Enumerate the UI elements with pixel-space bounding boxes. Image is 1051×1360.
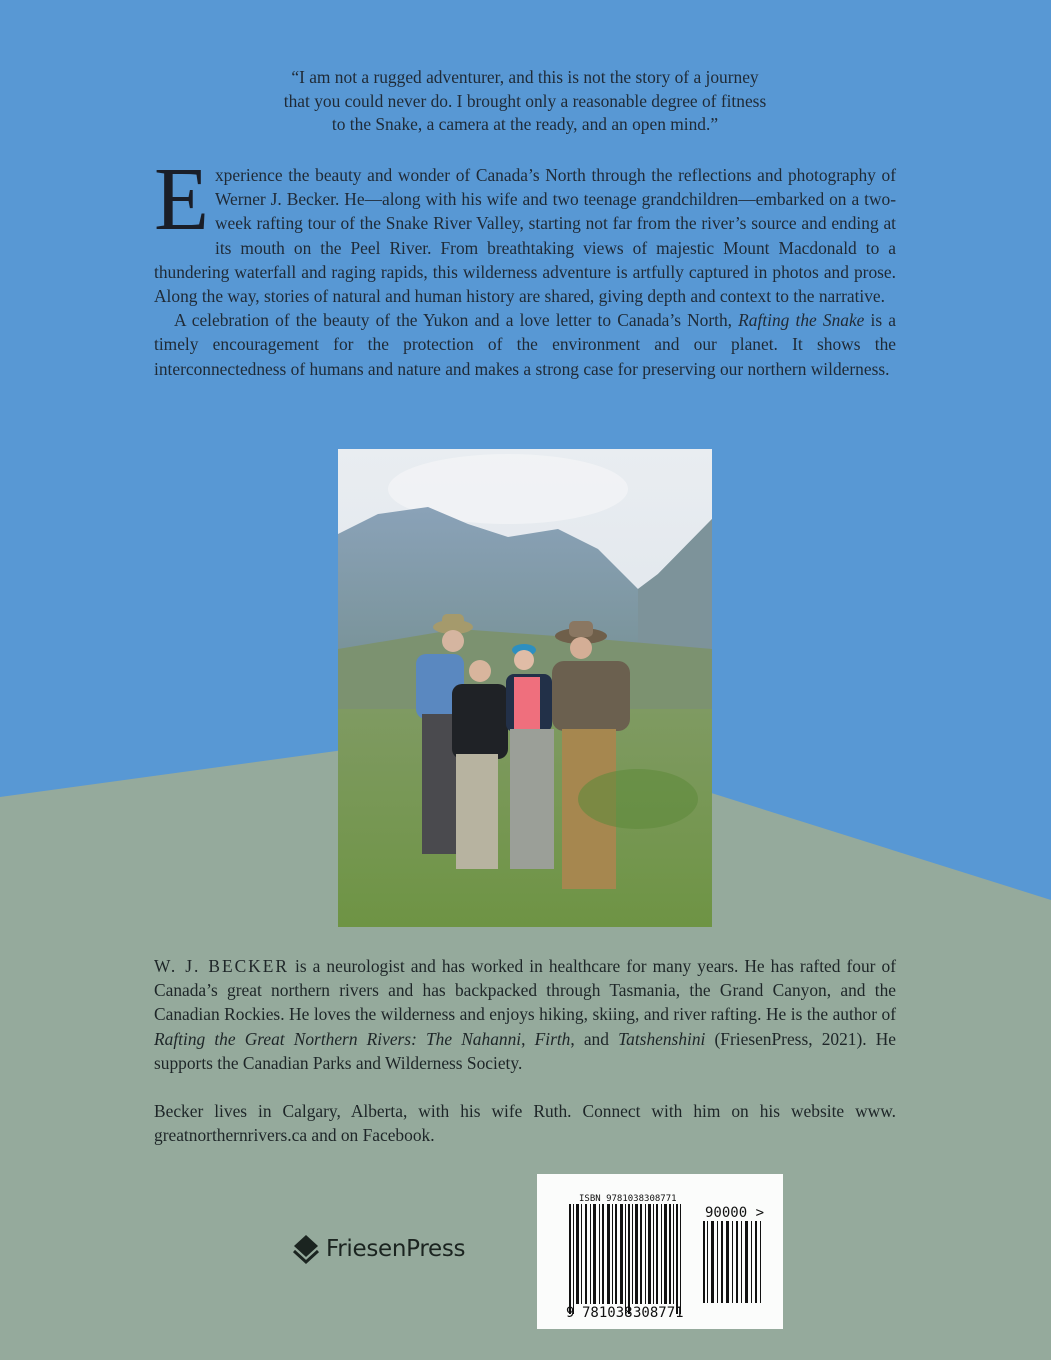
pull-quote	[200, 66, 850, 137]
barcode-digits-group2: 308771	[633, 1305, 684, 1321]
barcode-bars-main	[569, 1204, 681, 1314]
publisher-name: FriesenPress	[326, 1236, 466, 1262]
bio-paragraph-1: W. J. BECKER is a neurologist and has worked in healthcare for many years. He has rafted four of Canada’s great northern rivers and has backpacked through Tasmania, the Grand Canyon, and the Canadian Rockies. He loves the wilderness and enjoys hiking, skiing, and river rafting. He is the author of Rafting the Great Northern Rivers: The Nahanni, Firth, and Tatshenshini (FriesenPress, 2021). He supports the Canadian Parks and Wilderness Society.	[154, 956, 897, 1073]
previous-book-title: Rafting the Great Northern Rivers: The Nahanni	[154, 1028, 522, 1049]
book-blurb	[154, 150, 896, 381]
quote-line-1: “I am not a rugged adventurer, and this is not the story of a journey	[291, 67, 759, 87]
drop-cap: E	[154, 150, 209, 249]
isbn-barcode	[537, 1174, 783, 1329]
publisher-diamond-icon	[292, 1233, 320, 1265]
blurb-paragraph-2: A celebration of the beauty of the Yukon and a love letter to Canada’s North, Rafting the Snake is a timely encouragement for the protection of the environment and our planet. It shows the interconnectedness of humans and nature and makes a strong case for preserving our northern wilderness.	[154, 310, 896, 379]
author-bio	[154, 954, 896, 1171]
bio-paragraph-2: Becker lives in Calgary, Alberta, with his wife Ruth. Connect with him on his website www. greatnorthernrivers.ca and on Facebook.	[154, 1101, 896, 1146]
barcode-bars-addon	[703, 1221, 761, 1303]
blurb-paragraph-1: xperience the beauty and wonder of Canada’s North through the reflections and photography of Werner J. Becker. He—along with his wife and two teenage grandchildren—embarked on a two-week rafting tour of the Snake River Valley, starting not far from the river’s source and ending at its mouth on the Peel River. From breathtaking views of majestic Mount Macdonald to a thundering waterfall and raging rapids, this wilderness adventure is artfully captured in photos and prose. Along the way, stories of natural and human history are shared, giving depth and context to the narrative.	[154, 165, 896, 307]
isbn-label: ISBN 9781038308771	[579, 1194, 677, 1204]
quote-line-3: to the Snake, a camera at the ready, and an open mind.”	[331, 114, 719, 134]
publisher-logo	[292, 1233, 465, 1265]
cover-photo	[338, 449, 712, 927]
barcode-digit-first: 9	[566, 1305, 575, 1321]
price-code: 90000 >	[705, 1205, 765, 1221]
barcode-digits-group1: 781038	[582, 1305, 633, 1321]
quote-line-2: that you could never do. I brought only a reasonable degree of fitness	[283, 90, 767, 111]
author-name: W. J. BECKER	[154, 956, 289, 976]
book-title: Rafting the Snake	[738, 310, 865, 331]
